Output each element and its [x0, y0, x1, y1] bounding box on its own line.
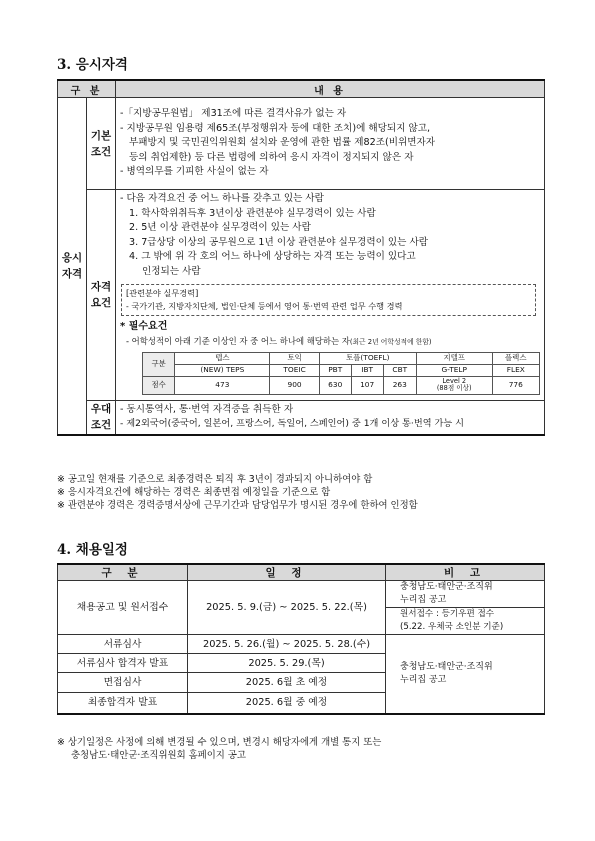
qualification-label: 자격 요건: [87, 190, 116, 401]
header-schedule: 일 정: [188, 564, 386, 581]
score-value: 900: [270, 376, 319, 394]
basic-line: - 지방공무원 임용령 제65조(부정행위자 등에 대한 조치)에 해당되지 않고,: [120, 122, 431, 134]
note: ※ 상기일정은 사정에 의해 변경될 수 있으며, 변경시 해당자에게 개별 통지 또는: [57, 737, 382, 748]
note: ※ 공고일 현재를 기준으로 최종경력은 퇴직 후 3년이 경과되지 아니하여야 함: [57, 474, 373, 485]
qualification-row: [58, 190, 545, 401]
schedule-date: 2025. 6월 중 예정: [188, 693, 386, 714]
section-3-title: 3. 응시자격: [57, 57, 128, 73]
schedule-item: 면접심사: [58, 673, 188, 693]
score-kind-label: 구분: [143, 352, 175, 376]
score-value: Level 2 (88점 이상): [416, 376, 492, 394]
qual-line: 인정되는 사람: [142, 265, 201, 277]
note: 충청남도·태안군·조직위원회 홈페이지 공고: [71, 750, 246, 762]
schedule-row: [58, 581, 545, 608]
qual-line: - 다음 자격요건 중 어느 하나를 갖추고 있는 사람: [120, 193, 324, 204]
header-category: 구 분: [58, 80, 116, 98]
schedule-date: 2025. 5. 29.(목): [188, 654, 386, 673]
required-criteria: - 어학성적이 아래 기준 이상인 자 중 어느 하나에 해당하는 자: [126, 336, 350, 347]
test-name: 플렉스: [492, 352, 539, 364]
section-3-notes: [57, 473, 418, 513]
qual-line: 4. 그 밖에 위 각 호의 어느 하나에 상당하는 자격 또는 능력이 있다고: [129, 251, 416, 263]
test-sub: CBT: [383, 364, 416, 376]
qual-line: 3. 7급상당 이상의 공무원으로 1년 이상 관련분야 실무경력이 있는 사람: [129, 236, 429, 248]
preferred-line: - 제2외국어(중국어, 일본어, 프랑스어, 독일어, 스페인어) 중 1개 이상 통·번역 가능 시: [120, 418, 465, 430]
schedule-item: 채용공고 및 원서접수: [58, 581, 188, 635]
section-4-title: 4. 채용일정: [57, 542, 128, 558]
schedule-item: 서류심사 합격자 발표: [58, 654, 188, 673]
note: ※ 응시자격요건에 해당하는 경력은 최종면접 예정일을 기준으로 함: [57, 487, 331, 499]
language-score-table: [142, 352, 540, 395]
score-value: 473: [175, 376, 270, 394]
test-name: 토플(TOEFL): [319, 352, 416, 364]
test-sub: G-TELP: [416, 364, 492, 376]
group-label: 응시 자격: [58, 98, 87, 435]
test-name: 지텔프: [416, 352, 492, 364]
header-remark: 비 고: [386, 564, 545, 581]
score-value: 263: [383, 376, 416, 394]
schedule-date: 2025. 6월 초 예정: [188, 673, 386, 693]
related-career-text: - 국가기관, 지방자치단체, 법인·단체 등에서 영어 통·번역 관련 업무 수행 경력: [126, 300, 403, 311]
schedule-date: 2025. 5. 26.(월) ~ 2025. 5. 28.(수): [188, 635, 386, 654]
table-header: [58, 564, 545, 581]
related-career-box: [121, 284, 536, 316]
score-value: 107: [351, 376, 383, 394]
qualification-content: [116, 190, 545, 401]
table-header: [58, 80, 545, 98]
remark-final: 충청남도·태안군·조직위 누리집 공고: [386, 635, 545, 714]
preferred-content: [116, 400, 545, 435]
test-sub: FLEX: [492, 364, 539, 376]
schedule-date: 2025. 5. 9.(금) ~ 2025. 5. 22.(목): [188, 581, 386, 635]
basic-line: - 병역의무를 기피한 사실이 없는 자: [120, 166, 269, 178]
schedule-row: [58, 635, 545, 654]
score-sub-row: [143, 364, 540, 376]
basic-line: 부패방지 및 국민권익위원회 설치와 운영에 관한 법률 제82조(비위면자자: [129, 137, 436, 149]
header-content: 내 용: [116, 80, 545, 98]
test-sub: IBT: [351, 364, 383, 376]
preferred-line: - 동시통역사, 통·번역 자격증을 취득한 자: [120, 403, 294, 415]
test-name: 텝스: [175, 352, 270, 364]
score-value: 630: [319, 376, 351, 394]
basic-row: [58, 98, 545, 190]
score-label: 점수: [143, 376, 175, 394]
qual-line: 1. 학사학위취득후 3년이상 관련분야 실무경력이 있는 사람: [129, 207, 376, 219]
qual-line: 2. 5년 이상 관련분야 실무경력이 있는 사람: [129, 222, 311, 234]
required-note: (최근 2년 어학성적에 한함): [349, 338, 432, 347]
section-4-notes: [57, 736, 381, 762]
schedule-item: 최종합격자 발표: [58, 693, 188, 714]
qualification-table: [57, 79, 545, 436]
required-text: [120, 334, 540, 350]
test-name: 토익: [270, 352, 319, 364]
score-value: 776: [492, 376, 539, 394]
score-value-row: [143, 376, 540, 394]
required-title: * 필수요건: [120, 320, 168, 332]
test-sub: TOEIC: [270, 364, 319, 376]
related-career-title: [관련분야 실무경력]: [126, 287, 199, 298]
header-category: 구 분: [58, 564, 188, 581]
test-sub: PBT: [319, 364, 351, 376]
test-sub: (NEW) TEPS: [175, 364, 270, 376]
remark-receipt: 원서접수 : 등기우편 접수 (5.22. 우체국 소인분 기준): [386, 608, 545, 635]
basic-line: -「지방공무원법」 제31조에 따른 결격사유가 없는 자: [120, 108, 347, 120]
note: ※ 관련분야 경력은 경력증명서상에 근무기간과 담당업무가 명시된 경우에 한하여 인정함: [57, 500, 418, 512]
basic-label: 기본 조건: [87, 98, 116, 190]
score-test-row: [143, 352, 540, 364]
preferred-label: 우대 조건: [87, 400, 116, 435]
schedule-item: 서류심사: [58, 635, 188, 654]
preferred-row: [58, 400, 545, 435]
basic-line: 등의 취업제한) 등 다른 법령에 의하여 응시 자격이 정지되지 않은 자: [129, 151, 414, 163]
schedule-table: [57, 563, 545, 715]
basic-content: [116, 98, 545, 190]
remark-announce: 충청남도·태안군·조직위 누리집 공고: [386, 581, 545, 608]
